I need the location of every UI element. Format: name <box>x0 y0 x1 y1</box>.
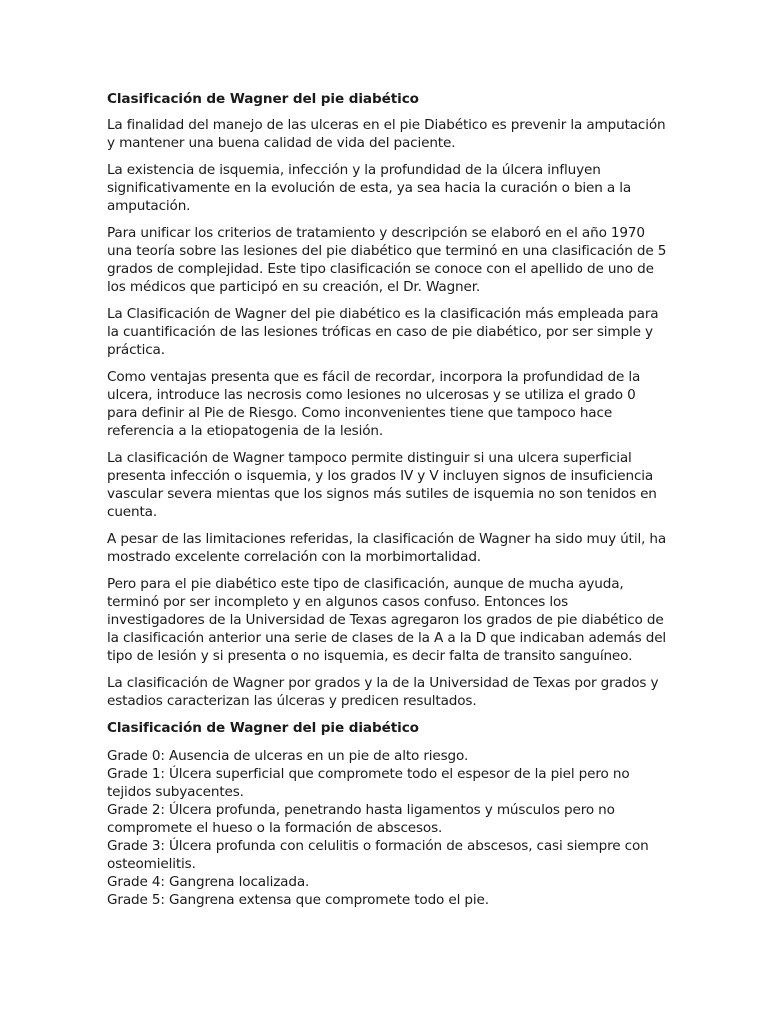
section-subtitle: Clasificación de Wagner del pie diabético <box>107 720 419 736</box>
paragraph-2: La existencia de isquemia, infección y la profundidad de la úlcera influyen significativamente en la evolución de esta, ya sea hacia la curación o bien a la amputación. <box>107 162 632 214</box>
paragraph-7: A pesar de las limitaciones referidas, la clasificación de Wagner ha sido muy útil, ha mostrado excelente correlación con la morbimortalidad. <box>107 531 667 565</box>
paragraph-3: Para unificar los criterios de tratamiento y descripción se elaboró en el año 1970 una teoría sobre las lesiones del pie diabético que terminó en una clasificación de 5 grados de complejidad. Este tipo clasificación se conoce con el apellido de uno de los médicos que participó en su creación, el Dr. Wagner. <box>107 225 667 295</box>
paragraph-9: La clasificación de Wagner por grados y la de la Universidad de Texas por grados y estadios caracterizan las úlceras y predicen resultados. <box>107 675 659 709</box>
paragraph-8: Pero para el pie diabético este tipo de clasificación, aunque de mucha ayuda, terminó por ser incompleto y en algunos casos confuso. Entonces los investigadores de la Universidad de Texas agregaron los grados de pie diabético de la clasificación anterior una serie de clases de la A a la D que indicaban además del tipo de lesión y si presenta o no isquemia, es decir falta de transito sanguíneo. <box>107 576 667 664</box>
grade-item-1: Grade 1: Úlcera superficial que compromete todo el espesor de la piel pero no tejidos subyacentes. <box>107 766 630 800</box>
document-title: Clasificación de Wagner del pie diabético <box>107 91 419 107</box>
document-page <box>107 90 667 909</box>
paragraph-6: La clasificación de Wagner tampoco permite distinguir si una ulcera superficial presenta infección o isquemia, y los grados IV y V incluyen signos de insuficiencia vascular severa mientas que los signos más sutiles de isquemia no son tenidos en cuenta. <box>107 450 657 520</box>
paragraph-4: La Clasificación de Wagner del pie diabético es la clasificación más empleada para la cuantificación de las lesiones tróficas en caso de pie diabético, por ser simple y práctica. <box>107 306 659 358</box>
grade-list <box>107 747 667 909</box>
grade-item-5: Grade 5: Gangrena extensa que compromete todo el pie. <box>107 892 489 908</box>
paragraph-1: La finalidad del manejo de las ulceras en el pie Diabético es prevenir la amputación y mantener una buena calidad de vida del paciente. <box>107 117 666 151</box>
grade-item-0: Grade 0: Ausencia de ulceras en un pie de alto riesgo. <box>107 748 469 764</box>
paragraph-5: Como ventajas presenta que es fácil de recordar, incorpora la profundidad de la ulcera, introduce las necrosis como lesiones no ulcerosas y se utiliza el grado 0 para definir al Pie de Riesgo. Como inconvenientes tiene que tampoco hace referencia a la etiopatogenia de la lesión. <box>107 369 641 439</box>
grade-item-3: Grade 3: Úlcera profunda con celulitis o formación de abscesos, casi siempre con osteomielitis. <box>107 838 649 872</box>
grade-item-2: Grade 2: Úlcera profunda, penetrando hasta ligamentos y músculos pero no compromete el hueso o la formación de abscesos. <box>107 802 615 836</box>
grade-item-4: Grade 4: Gangrena localizada. <box>107 874 310 890</box>
